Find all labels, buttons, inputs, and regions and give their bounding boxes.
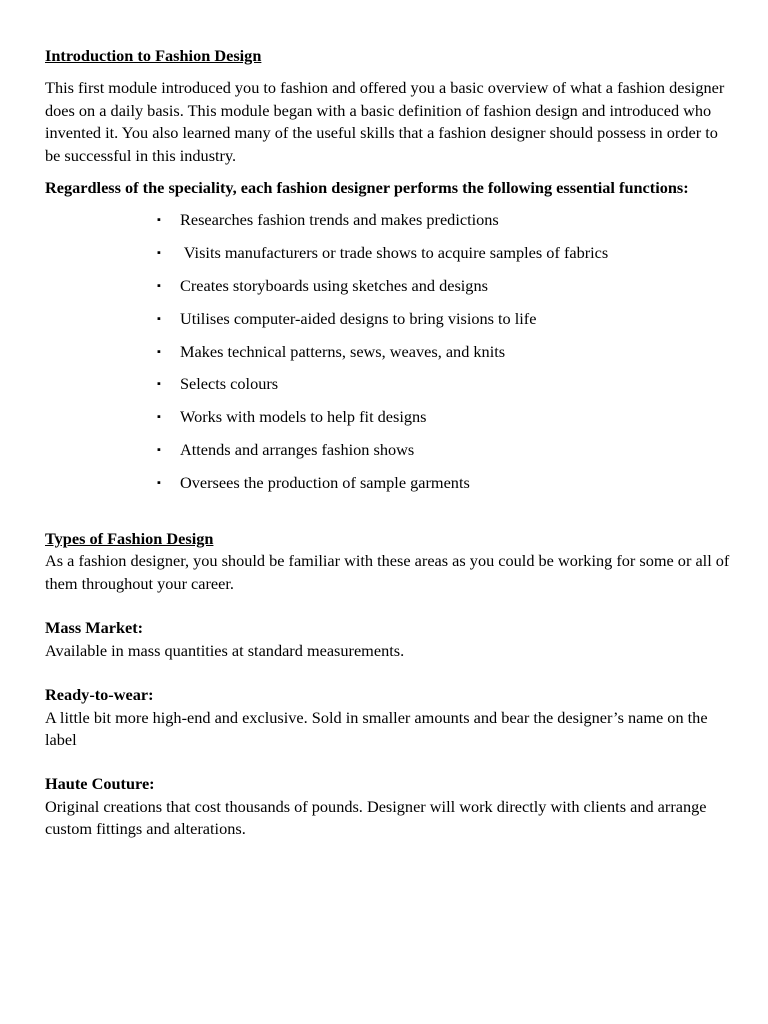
type-description: Original creations that cost thousands of pounds. Designer will work directly with clients and arrange custom fittings and alterations. xyxy=(45,796,707,839)
type-title: Mass Market: xyxy=(45,618,144,638)
list-item xyxy=(157,341,735,363)
bullet-icon: ▪ xyxy=(157,476,161,489)
list-item-text: Utilises computer-aided designs to bring visions to life xyxy=(180,308,537,328)
list-item xyxy=(157,373,735,395)
bullet-icon: ▪ xyxy=(157,411,161,424)
bullet-icon: ▪ xyxy=(157,345,161,358)
functions-list xyxy=(45,209,735,494)
bullet-icon: ▪ xyxy=(157,378,161,391)
list-item xyxy=(157,209,735,231)
bullet-icon: ▪ xyxy=(157,247,161,260)
types-section xyxy=(45,528,735,595)
functions-heading: Regardless of the speciality, each fashion designer performs the following essential functions: xyxy=(45,178,689,198)
list-item-text: Attends and arranges fashion shows xyxy=(180,439,415,459)
list-item xyxy=(157,406,735,428)
bullet-icon: ▪ xyxy=(157,443,161,456)
type-ready-to-wear xyxy=(45,684,735,751)
document-page xyxy=(45,45,735,841)
bullet-icon: ▪ xyxy=(157,312,161,325)
type-title: Ready-to-wear: xyxy=(45,685,154,705)
list-item xyxy=(157,308,735,330)
list-item xyxy=(157,439,735,461)
list-item-text: Researches fashion trends and makes predictions xyxy=(180,210,499,230)
list-item xyxy=(157,242,735,264)
list-item xyxy=(157,275,735,297)
type-mass-market xyxy=(45,617,735,662)
list-item-text: Selects colours xyxy=(180,374,279,394)
list-item-text: Visits manufacturers or trade shows to acquire samples of fabrics xyxy=(180,243,609,263)
intro-heading: Introduction to Fashion Design xyxy=(45,46,262,65)
type-haute-couture xyxy=(45,773,735,840)
bullet-icon: ▪ xyxy=(157,280,161,292)
types-heading: Types of Fashion Design xyxy=(45,529,214,549)
list-item-text: Oversees the production of sample garments xyxy=(180,472,470,492)
type-title: Haute Couture: xyxy=(45,774,155,794)
list-item-text: Works with models to help fit designs xyxy=(180,407,427,427)
intro-paragraph: This first module introduced you to fashion and offered you a basic overview of what a fashion designer does on a daily basis. This module began with a basic definition of fashion design and introduced who invented it. You also learned many of the useful skills that a fashion designer should possess in order to be successful in this industry. xyxy=(45,78,725,165)
bullet-icon: ▪ xyxy=(157,214,161,227)
type-description: Available in mass quantities at standard measurements. xyxy=(45,640,405,660)
types-paragraph: As a fashion designer, you should be familiar with these areas as you could be working for some or all of them throughout your career. xyxy=(45,551,730,593)
list-item-text: Creates storyboards using sketches and designs xyxy=(180,276,488,295)
list-item xyxy=(157,472,735,494)
list-item-text: Makes technical patterns, sews, weaves, and knits xyxy=(180,341,506,361)
type-description: A little bit more high-end and exclusive. Sold in smaller amounts and bear the designer’s name on the label xyxy=(45,707,708,749)
